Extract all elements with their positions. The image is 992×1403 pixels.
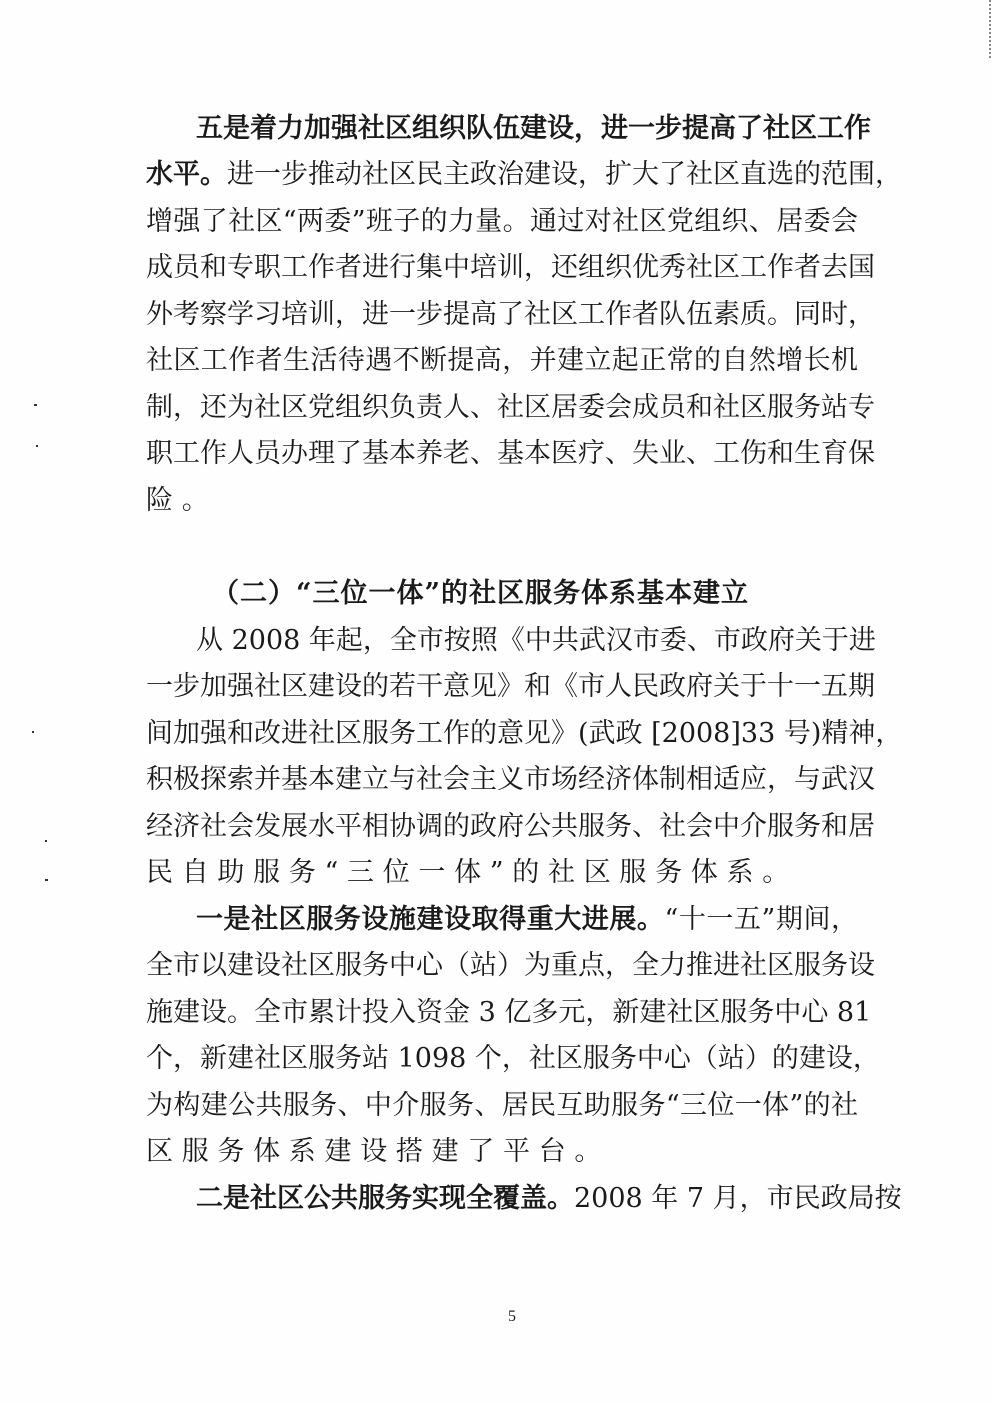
body-text: 全市以建设社区服务中心（站）为重点，全力推进社区服务设 — [146, 950, 875, 981]
body-text: 增强了社区“两委”班子的力量。通过对社区党组织、居委会 — [146, 206, 858, 237]
paragraph-lead-bold: 二是社区公共服务实现全覆盖。 — [196, 1183, 574, 1214]
body-text: 制，还为社区党组织负责人、社区居委会成员和社区服务站专 — [146, 392, 875, 423]
paragraph-five-line — [146, 344, 858, 378]
paragraph-five-line — [146, 484, 217, 518]
paragraph-one-line — [146, 1135, 610, 1169]
paragraph-five-line — [196, 112, 871, 146]
body-text: 从 2008 年起，全市按照《中共武汉市委、市政府关于进 — [196, 625, 876, 656]
body-text: 民自助服务“三位一体”的社区服务体系。 — [146, 857, 798, 888]
body-text: 职工作人员办理了基本养老、基本医疗、失业、工伤和生育保 — [146, 438, 875, 469]
paragraph-intro-line — [146, 717, 903, 751]
paragraph-one-line — [146, 996, 872, 1030]
body-text: 间加强和改进社区服务工作的意见》(武政 [2008]33 号)精神， — [146, 718, 903, 749]
paragraph-intro-line — [196, 624, 876, 658]
paragraph-intro-line — [146, 810, 875, 844]
paragraph-one-line — [196, 903, 858, 937]
body-text: 成员和专职工作者进行集中培训，还组织优秀社区工作者去国 — [146, 252, 875, 283]
paragraph-one-line — [146, 1089, 858, 1123]
paragraph-five-line — [146, 158, 902, 192]
paragraph-five-line — [146, 391, 875, 425]
body-text: 施建设。全市累计投入资金 3 亿多元，新建社区服务中心 81 — [146, 997, 872, 1028]
paragraph-five-line — [146, 205, 858, 239]
body-text: 进一步推动社区民主政治建设，扩大了社区直选的范围， — [227, 159, 902, 190]
body-text: 社区工作者生活待遇不断提高，并建立起正常的自然增长机 — [146, 345, 858, 376]
paragraph-intro-line — [146, 856, 798, 890]
body-text: 为构建公共服务、中介服务、居民互助服务“三位一体”的社 — [146, 1090, 858, 1121]
paragraph-one-line — [146, 1042, 880, 1076]
section-heading-text: （二）“三位一体”的社区服务体系基本建立 — [212, 578, 750, 609]
body-text: 外考察学习培训，进一步提高了社区工作者队伍素质。同时， — [146, 299, 875, 330]
body-text: 2008 年 7 月，市民政局按 — [574, 1183, 902, 1214]
paragraph-five-line — [146, 298, 875, 332]
page-number: 5 — [508, 1308, 516, 1325]
body-text: 个，新建社区服务站 1098 个，社区服务中心（站）的建设， — [146, 1043, 880, 1074]
scan-speck — [32, 731, 34, 733]
paragraph-intro-line — [146, 763, 875, 797]
scan-edge-artifact — [989, 0, 991, 60]
paragraph-intro-line — [146, 670, 875, 704]
paragraph-five-line — [146, 437, 875, 471]
scan-speck — [34, 404, 37, 406]
scan-speck — [45, 879, 48, 881]
body-text: 一步加强社区建设的若干意见》和《市人民政府关于十一五期 — [146, 671, 875, 702]
body-text: 区服务体系建设搭建了平台。 — [146, 1136, 611, 1167]
scan-speck — [45, 840, 47, 842]
body-text: “十一五”期间， — [664, 904, 858, 935]
section-heading — [212, 577, 749, 611]
scan-speck — [36, 445, 38, 447]
paragraph-five-line — [146, 251, 875, 285]
paragraph-one-line — [146, 949, 875, 983]
body-text: 险。 — [146, 485, 218, 516]
paragraph-lead-bold: 水平。 — [146, 159, 227, 190]
paragraph-lead-bold: 一是社区服务设施建设取得重大进展。 — [196, 904, 665, 935]
paragraph-two-line — [196, 1182, 902, 1216]
body-text: 经济社会发展水平相协调的政府公共服务、社会中介服务和居 — [146, 811, 875, 842]
paragraph-lead-bold: 五是着力加强社区组织队伍建设，进一步提高了社区工作 — [196, 113, 871, 144]
body-text: 积极探索并基本建立与社会主义市场经济体制相适应，与武汉 — [146, 764, 875, 795]
